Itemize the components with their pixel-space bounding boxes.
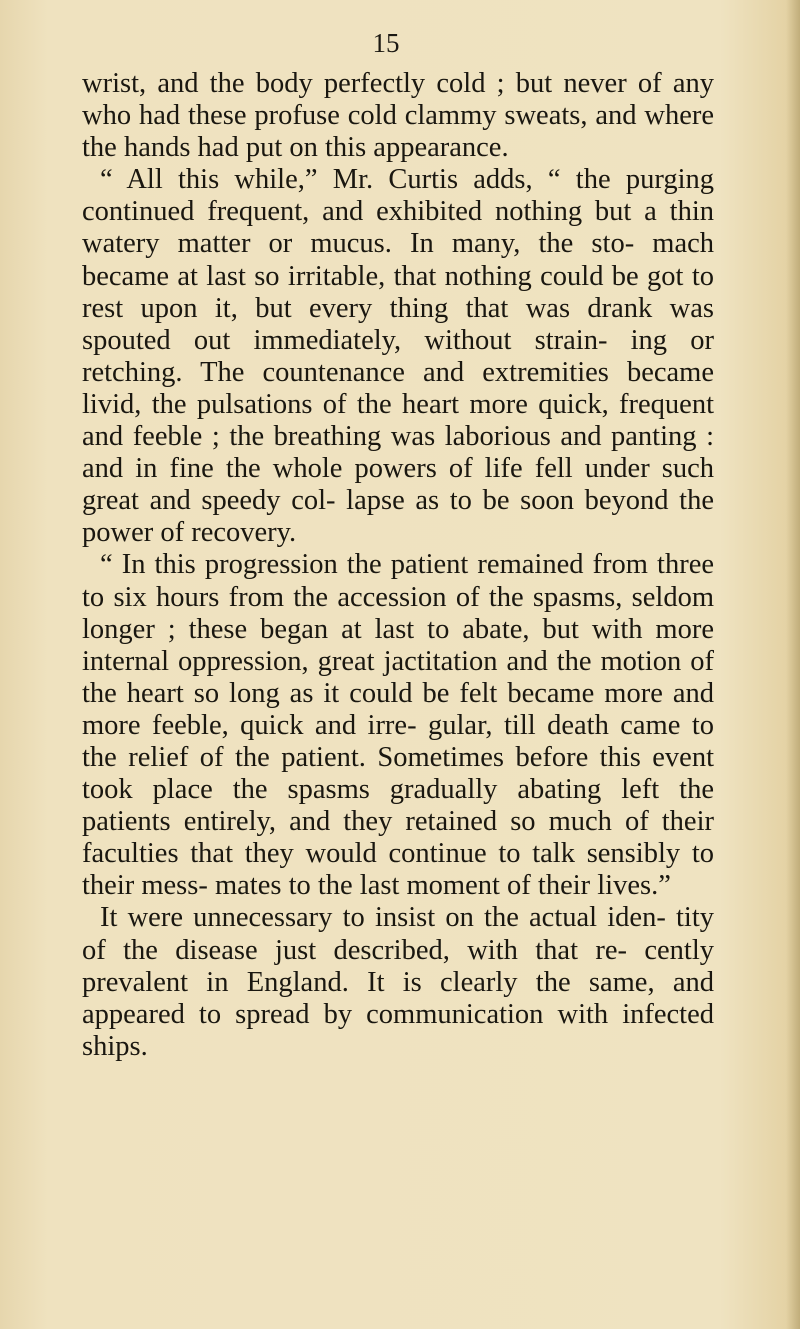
page-number: 15 [372, 28, 400, 58]
paragraph-2: “ All this while,” Mr. Curtis adds, “ the purging continued frequent, and exhibited nothing but a thin watery matter or mucus. In many, the sto- mach became at last so irritable, that nothing could be got to rest upon it, but every thing that was drank was spouted out immediately, without strain- ing or retching. The countenance and extremities became livid, the pulsations of the heart more quick, frequent and feeble ; the breathing was laborious and panting : and in fine the whole powers of life fell under such great and speedy col- lapse as to be soon beyond the power of recovery. [82, 164, 714, 549]
paragraph-3: “ In this progression the patient remained from three to six hours from the accession of the spasms, seldom longer ; these began at last to abate, but with more internal oppression, great jactitation and the motion of the heart so long as it could be felt became more and more feeble, quick and irre- gular, till death came to the relief of the patient. Sometimes before this event took place the spasms gradually abating left the patients entirely, and they retained so much of their faculties that they would continue to talk sensibly to their mess- mates to the last moment of their lives.” [82, 549, 714, 902]
body-text [82, 68, 714, 1063]
page-edge-shadow [786, 0, 800, 1329]
paragraph-1: wrist, and the body perfectly cold ; but never of any who had these profuse cold clammy sweats, and where the hands had put on this appearance. [82, 68, 714, 164]
paragraph-4: It were unnecessary to insist on the actual iden- tity of the disease just described, with that re- cently prevalent in England. It is clearly the same, and appeared to spread by communication with infected ships. [82, 902, 714, 1062]
